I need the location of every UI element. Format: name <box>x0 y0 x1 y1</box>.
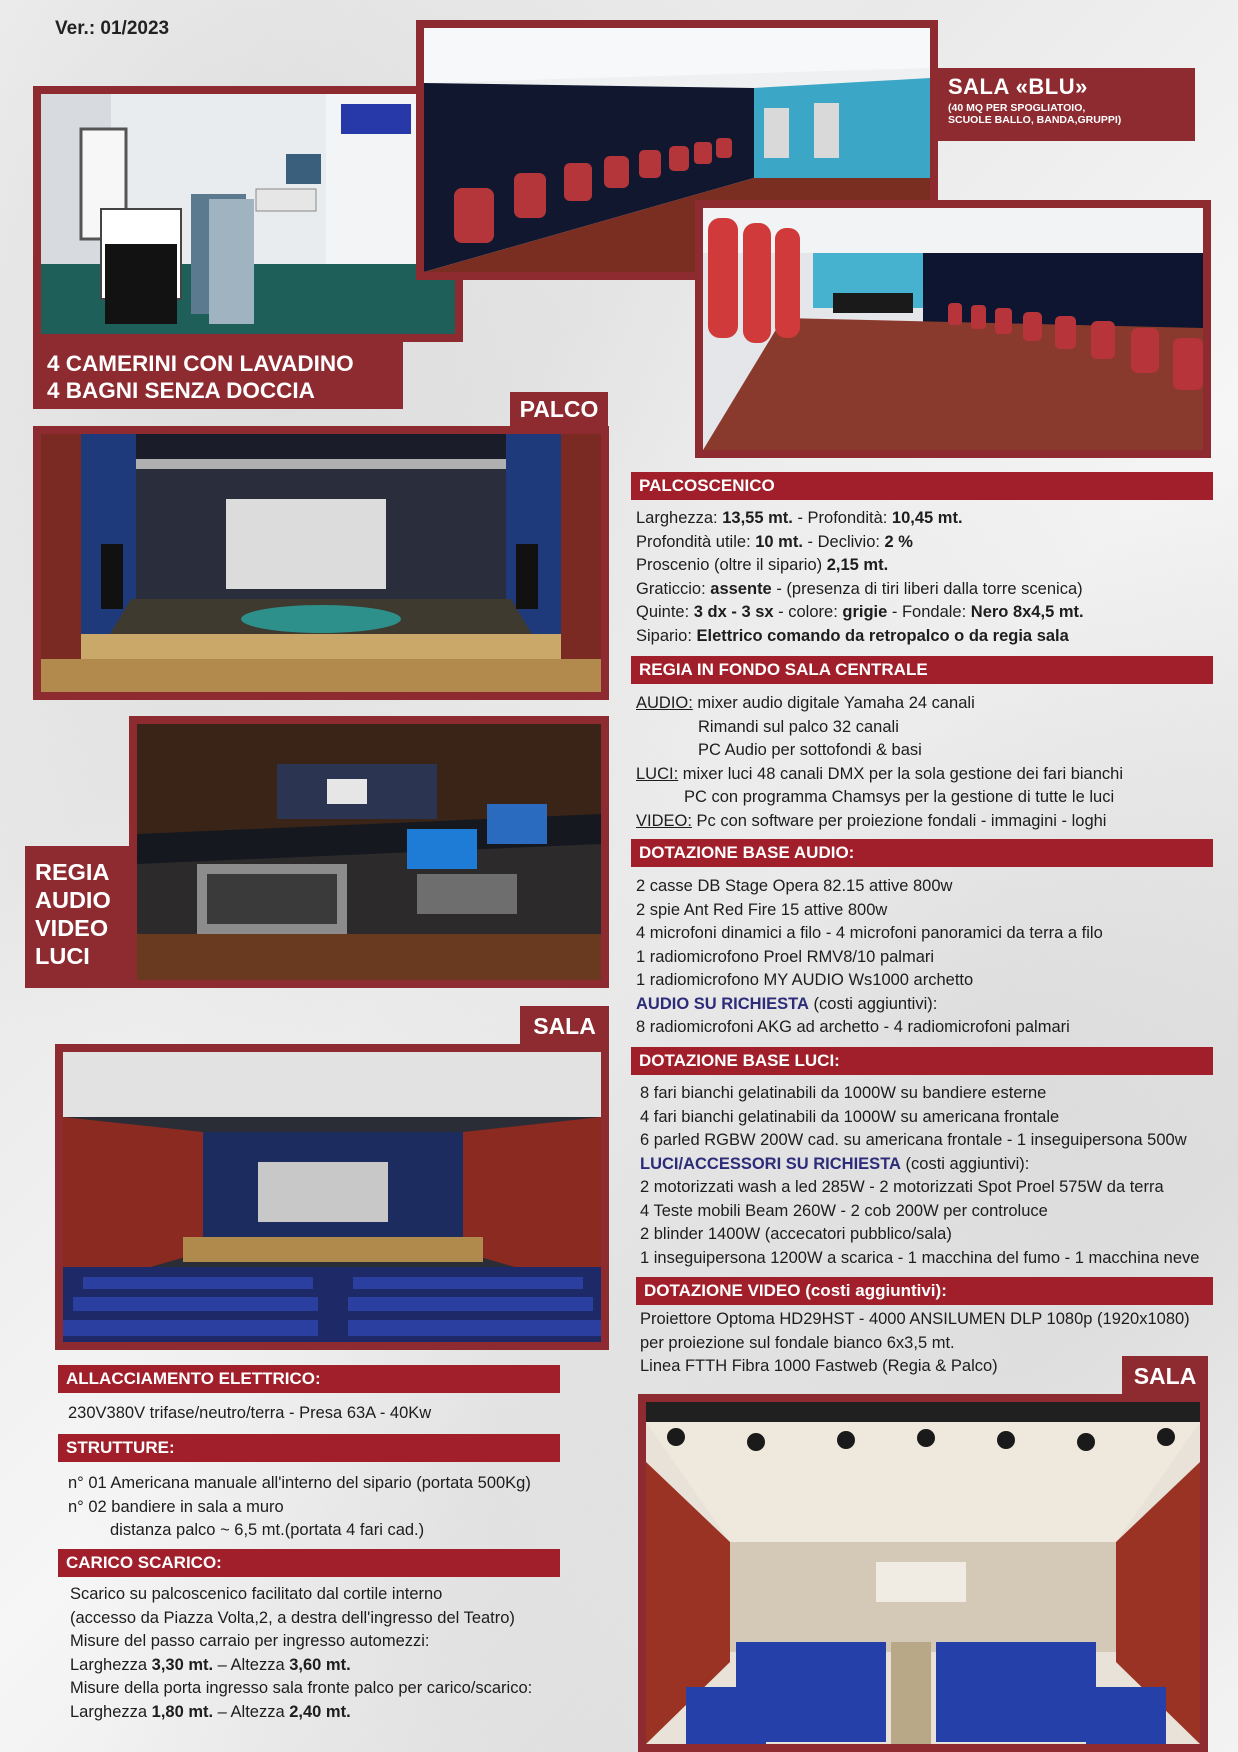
strutture-line-3: distanza palco ~ 6,5 mt.(portata 4 fari cad.) <box>110 1521 425 1539</box>
regia-tag-line-4: LUCI <box>35 943 90 969</box>
carico-line-3: Misure del passo carraio per ingresso automezzi: <box>70 1632 430 1650</box>
regia-luci-line: LUCI: mixer luci 48 canali DMX per la sola gestione dei fari bianchi <box>636 764 1123 783</box>
video-item: Proiettore Optoma HD29HST - 4000 ANSILUMEN DLP 1080p (1920x1080) <box>640 1310 1190 1328</box>
camerini-tag <box>33 342 403 409</box>
regia-tag <box>25 846 129 988</box>
palco-line-1: Larghezza: 13,55 mt. - Profondità: 10,45 mt. <box>636 509 963 527</box>
strutture-header: STRUTTURE: <box>58 1434 560 1462</box>
photo-sala-2 <box>638 1394 1208 1752</box>
palco-line-6: Sipario: Elettrico comando da retropalco o da regia sala <box>636 626 1069 645</box>
luci-header: DOTAZIONE BASE LUCI: <box>631 1047 1213 1075</box>
strutture-line-2: n° 02 bandiere in sala a muro <box>68 1497 284 1516</box>
audio-header: DOTAZIONE BASE AUDIO: <box>631 839 1213 867</box>
audio-item: 2 spie Ant Red Fire 15 attive 800w <box>636 900 888 919</box>
regia-header: REGIA IN FONDO SALA CENTRALE <box>631 656 1213 684</box>
carico-line-1: Scarico su palcoscenico facilitato dal cortile interno <box>70 1585 443 1603</box>
carico-header: CARICO SCARICO: <box>58 1549 560 1577</box>
carico-line-2: (accesso da Piazza Volta,2, a destra dell'ingresso del Teatro) <box>70 1608 515 1627</box>
regia-tag-line-2: AUDIO <box>35 887 111 913</box>
regia-tag-line-3: VIDEO <box>35 915 109 941</box>
regia-details <box>636 692 1123 833</box>
carico-line-5: Misure della porta ingresso sala fronte palco per carico/scarico: <box>70 1679 533 1697</box>
camerini-line-1: 4 CAMERINI CON LAVADINO <box>47 351 354 376</box>
strutture-line-1: n° 01 Americana manuale all'interno del sipario (portata 500Kg) <box>68 1474 531 1492</box>
palcoscenico-header: PALCOSCENICO <box>631 472 1213 500</box>
sala-blu-title: SALA «BLU» <box>948 74 1088 99</box>
luci-item: 8 fari bianchi gelatinabili da 1000W su bandiere esterne <box>640 1084 1047 1102</box>
regia-video-line: VIDEO: Pc con software per proiezione fondali - immagini - loghi <box>636 811 1107 830</box>
audio-item: 1 radiomicrofono Proel RMV8/10 palmari <box>636 947 935 966</box>
sala-blu-tag <box>938 68 1195 141</box>
luci-extra-item: 2 blinder 1400W (accecatori pubblico/sala) <box>640 1225 952 1243</box>
photo-palco <box>33 426 609 700</box>
sala-label-2: SALA <box>1122 1356 1208 1396</box>
sala-blu-subtitle-1: (40 MQ PER SPOGLIATOIO, <box>948 102 1086 114</box>
audio-item: 2 casse DB Stage Opera 82.15 attive 800w <box>636 877 953 895</box>
luci-item: 6 parled RGBW 200W cad. su americana frontale - 1 inseguipersona 500w <box>640 1131 1187 1149</box>
palco-line-5: Quinte: 3 dx - 3 sx - colore: grigie - Fondale: Nero 8x4,5 mt. <box>636 603 1084 621</box>
elettrico-header: ALLACCIAMENTO ELETTRICO: <box>58 1365 560 1393</box>
photo-regia <box>129 716 609 988</box>
carico-details <box>70 1583 532 1724</box>
regia-audio-line: AUDIO: mixer audio digitale Yamaha 24 canali <box>636 694 975 712</box>
camerini-line-2: 4 BAGNI SENZA DOCCIA <box>47 378 315 403</box>
regia-tag-line-1: REGIA <box>35 859 110 885</box>
luci-item: 4 fari bianchi gelatinabili da 1000W su americana frontale <box>640 1107 1060 1126</box>
video-item: Linea FTTH Fibra 1000 Fastweb (Regia & Palco) <box>640 1357 998 1375</box>
audio-item: 1 radiomicrofono MY AUDIO Ws1000 archetto <box>636 971 974 989</box>
video-item: per proiezione sul fondale bianco 6x3,5 mt. <box>640 1333 955 1352</box>
regia-audio-line-2: Rimandi sul palco 32 canali <box>698 717 899 736</box>
luci-extra-item: 1 inseguipersona 1200W a scarica - 1 macchina del fumo - 1 macchina neve <box>640 1248 1200 1267</box>
regia-luci-line-2: PC con programma Chamsys per la gestione di tutte le luci <box>684 788 1115 806</box>
palco-line-4: Graticcio: assente - (presenza di tiri liberi dalla torre scenica) <box>636 579 1083 598</box>
palco-line-2: Profondità utile: 10 mt. - Declivio: 2 % <box>636 532 913 551</box>
regia-audio-line-3: PC Audio per sottofondi & basi <box>698 741 922 759</box>
photo-camerino <box>33 86 463 342</box>
sala-label-1: SALA <box>520 1006 609 1046</box>
audio-extra-line: AUDIO SU RICHIESTA (costi aggiuntivi): <box>636 994 938 1013</box>
carico-line-4: Larghezza 3,30 mt. – Altezza 3,60 mt. <box>70 1655 351 1674</box>
carico-line-6: Larghezza 1,80 mt. – Altezza 2,40 mt. <box>70 1702 351 1721</box>
audio-details <box>636 875 1103 1040</box>
palco-line-3: Proscenio (oltre il sipario) 2,15 mt. <box>636 556 889 574</box>
palcoscenico-details <box>636 507 1084 648</box>
audio-item: 4 microfoni dinamici a filo - 4 microfoni panoramici da terra a filo <box>636 924 1103 942</box>
video-details <box>640 1308 1190 1379</box>
luci-extra-item: 2 motorizzati wash a led 285W - 2 motorizzati Spot Proel 575W da terra <box>640 1178 1164 1196</box>
photo-sala-blu-2 <box>695 200 1211 458</box>
elettrico-text: 230V380V trifase/neutro/terra - Presa 63A - 40Kw <box>68 1404 432 1422</box>
video-header: DOTAZIONE VIDEO (costi aggiuntivi): <box>636 1277 1213 1305</box>
luci-extra-item: 4 Teste mobili Beam 260W - 2 cob 200W per controluce <box>640 1201 1048 1220</box>
photo-sala-1 <box>55 1044 609 1350</box>
strutture-details <box>68 1472 531 1543</box>
audio-extra-item: 8 radiomicrofoni AKG ad archetto - 4 radiomicrofoni palmari <box>636 1018 1070 1036</box>
palco-label: PALCO <box>510 392 608 426</box>
version-label: Ver.: 01/2023 <box>55 18 170 39</box>
sala-blu-subtitle-2: SCUOLE BALLO, BANDA,GRUPPI) <box>948 114 1122 126</box>
luci-extra-line: LUCI/ACCESSORI SU RICHIESTA (costi aggiuntivi): <box>640 1154 1030 1173</box>
luci-details <box>640 1082 1199 1270</box>
